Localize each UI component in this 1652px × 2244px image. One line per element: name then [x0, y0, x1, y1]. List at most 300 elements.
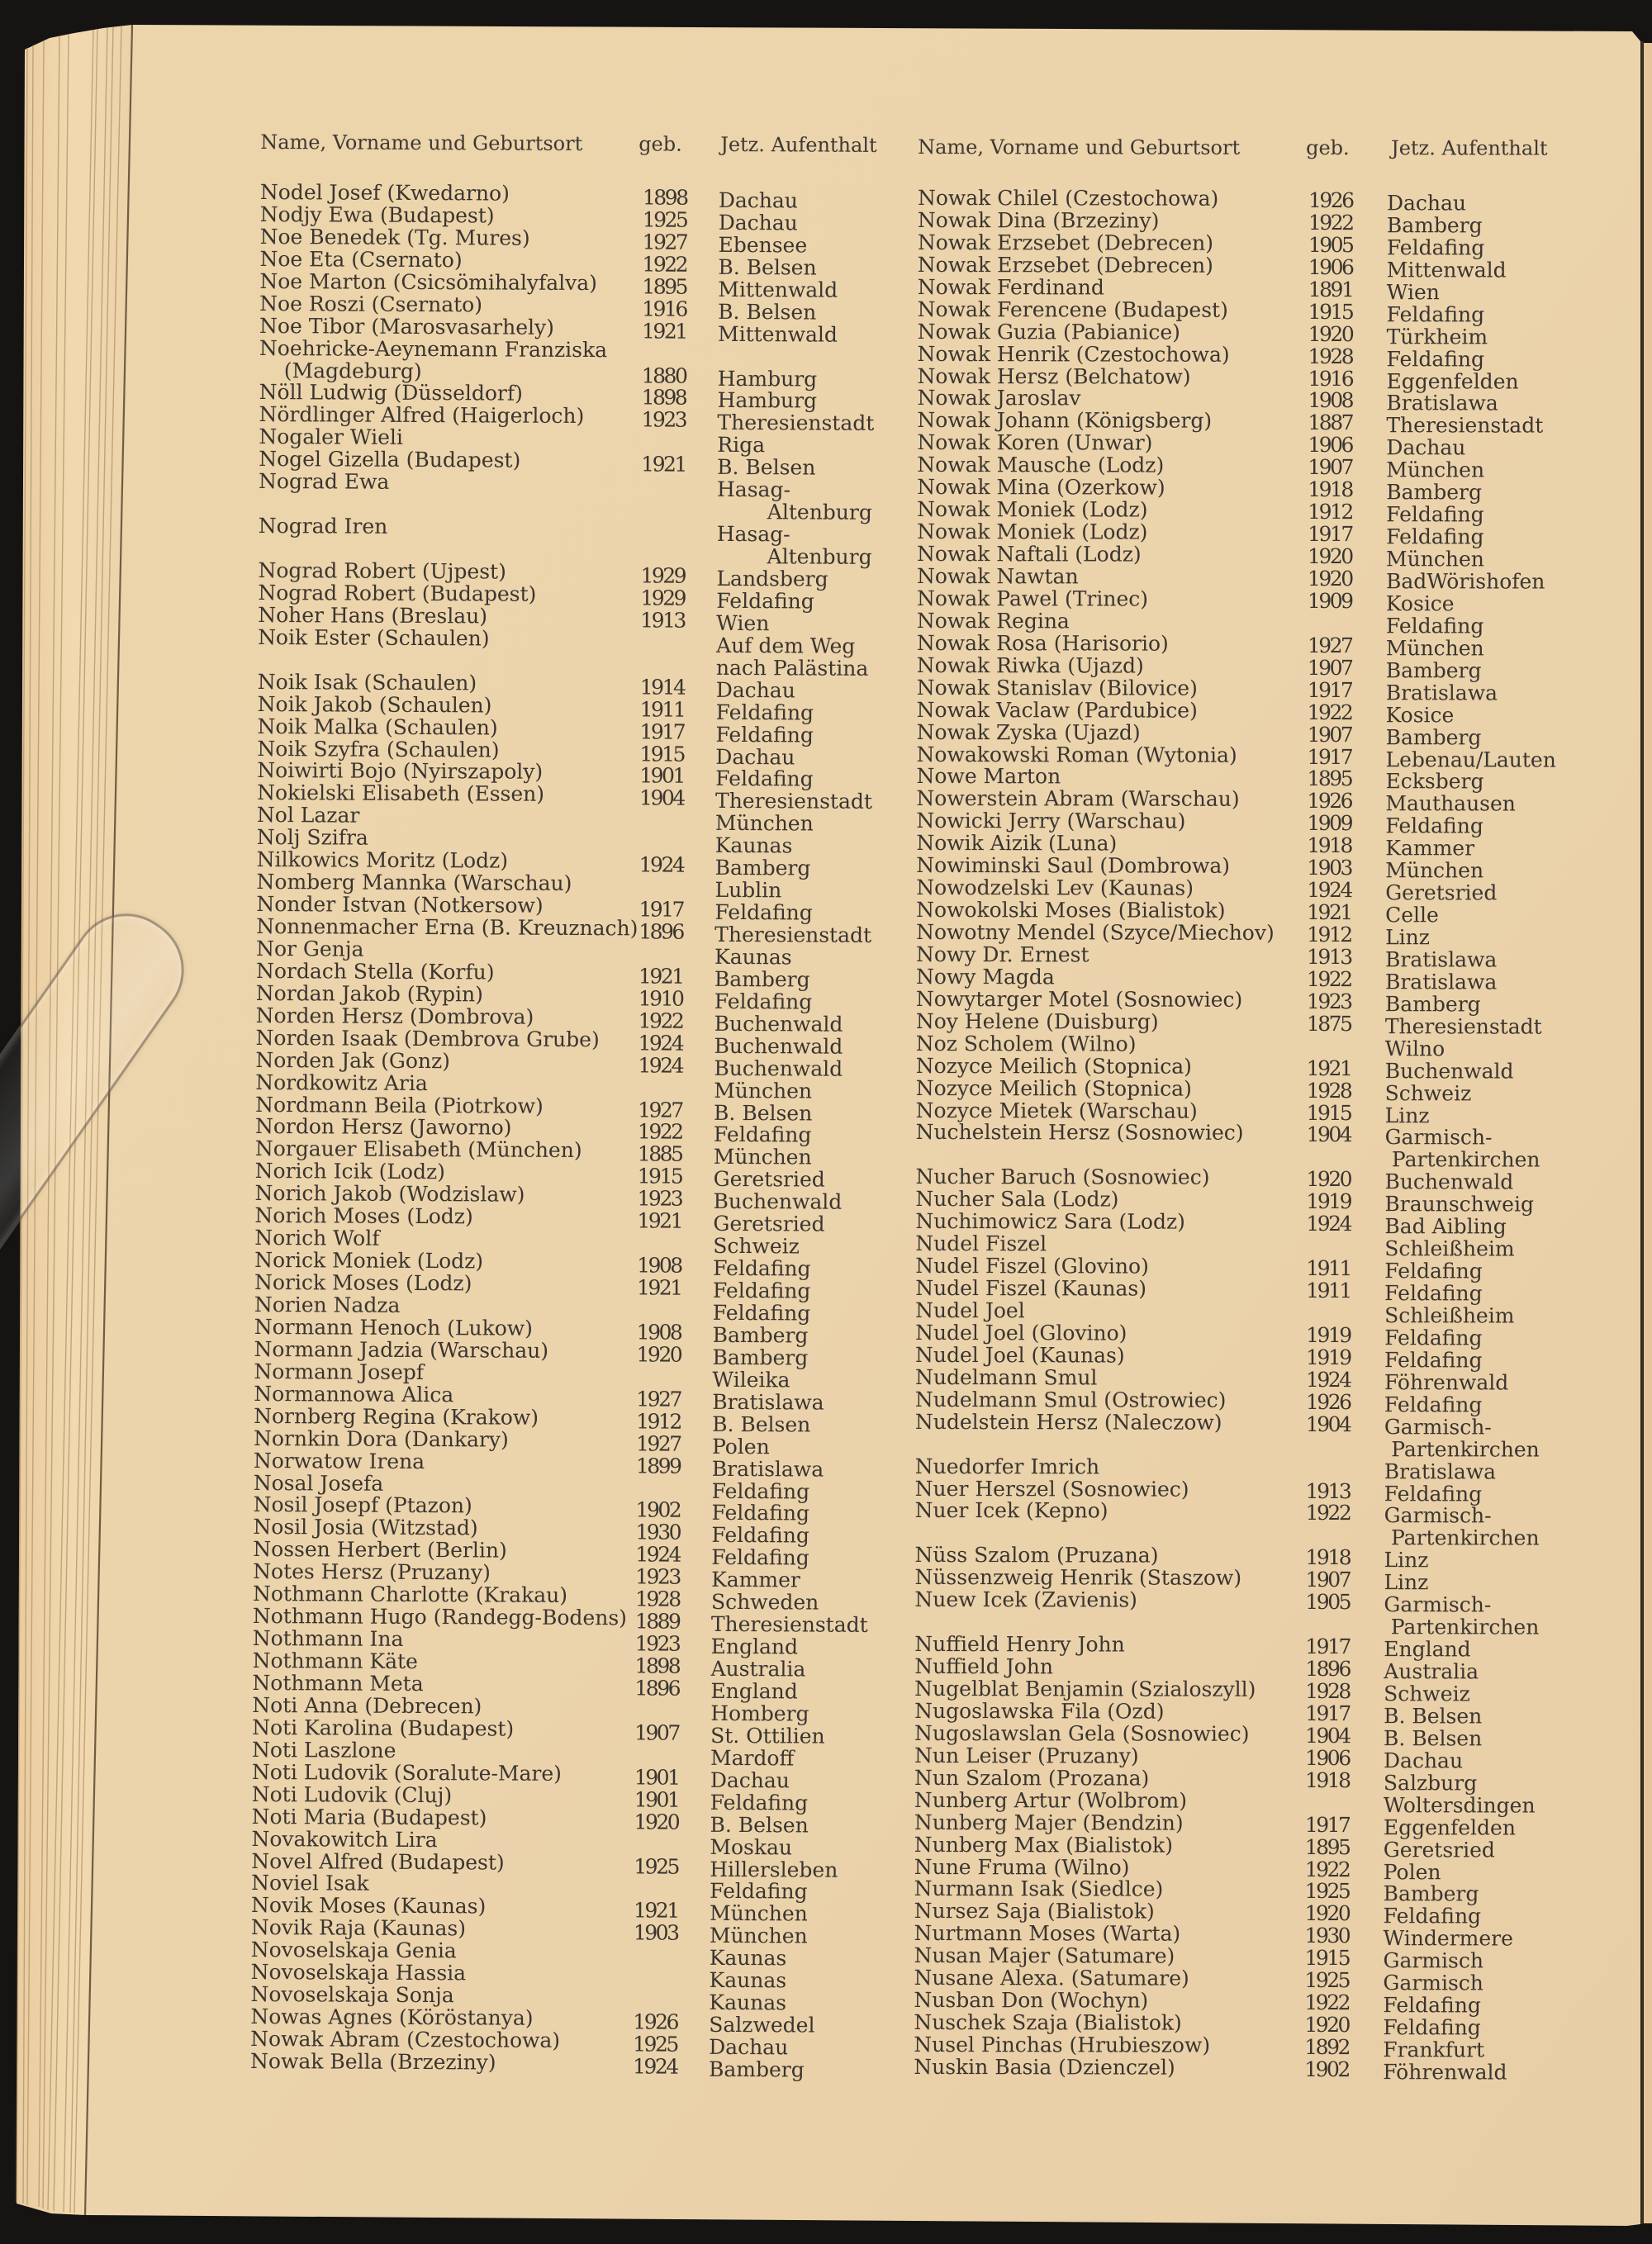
entry-name: Nordon Hersz (Jaworno) — [254, 1114, 512, 1141]
entry-row — [914, 1409, 1543, 1440]
entry-residence: Wien — [716, 610, 770, 636]
entry-birth-year: 1911 — [1306, 1279, 1351, 1303]
entry-residence: Kaunas — [709, 1946, 787, 1971]
entry-name: Nurtmann Moses (Warta) — [914, 1921, 1181, 1946]
entry-row — [917, 252, 1545, 282]
entry-row — [914, 2033, 1541, 2062]
entry-residence: Bamberg — [1386, 213, 1483, 238]
entry-residence: Bamberg — [712, 1345, 809, 1370]
entry-name: Nowak Riwka (Ujazd) — [916, 652, 1144, 678]
entry-birth-year: 1929 — [640, 586, 686, 610]
entry-row — [916, 563, 1545, 594]
entry-row — [914, 1854, 1542, 1884]
entry-birth-year: 1924 — [1305, 1367, 1351, 1392]
entry-row — [915, 1165, 1543, 1194]
entry-name: Nowak Koren (Unwar) — [917, 430, 1153, 455]
entry-residence: Hamburg — [717, 366, 818, 391]
entry-birth-year: 1920 — [1307, 566, 1352, 591]
entry-residence: Bamberg — [1383, 1881, 1479, 1906]
entry-name: Norich Icik (Lodz) — [254, 1159, 446, 1184]
entry-birth-year: 1908 — [636, 1320, 681, 1345]
entry-row — [258, 624, 885, 658]
entry-name: Noik Jakob (Schaulen) — [257, 691, 492, 718]
entry-row — [914, 1899, 1542, 1929]
entry-row — [914, 2010, 1541, 2040]
entry-name: Novakowitch Lira — [251, 1826, 438, 1852]
entry-residence: Feldafing — [711, 1523, 809, 1548]
entry-birth-year: 1921 — [641, 319, 686, 344]
entry-name: Nudel Joel — [915, 1298, 1025, 1323]
entry-name: Nowak Ferencene (Budapest) — [917, 297, 1228, 322]
entry-name: Nosil Josia (Witzstad) — [253, 1515, 478, 1540]
entry-residence: Föhrenwald — [1384, 1369, 1509, 1395]
entry-name: Noti Laszlone — [251, 1737, 396, 1762]
entry-birth-year: 1924 — [635, 1542, 680, 1568]
entry-row — [914, 1765, 1542, 1796]
entry-residence: nach Palästina — [715, 655, 869, 681]
entry-birth-year: 1907 — [1307, 722, 1352, 747]
entry-name: Nograd Robert (Ujpest) — [258, 557, 506, 584]
entry-name: Noe Roszi (Csernato) — [259, 291, 483, 317]
entry-birth-year: 1923 — [1306, 989, 1351, 1013]
entry-birth-year: 1922 — [638, 1008, 683, 1033]
entry-row — [917, 386, 1545, 415]
entry-name: Nordmann Beila (Piotrkow) — [255, 1092, 544, 1118]
entry-row — [916, 831, 1544, 861]
entry-birth-year: 1924 — [638, 1053, 683, 1078]
entry-birth-year: 1907 — [1305, 1568, 1351, 1592]
entry-birth-year: 1912 — [1308, 500, 1352, 524]
entry-row — [917, 297, 1545, 327]
entry-row — [914, 1743, 1542, 1773]
entry-name: Nowak Ferdinand — [917, 274, 1104, 300]
entry-birth-year: 1917 — [1307, 677, 1352, 702]
entry-name: Nowak Pawel (Trinec) — [916, 586, 1149, 611]
entry-residence: München — [1385, 635, 1484, 661]
entry-row — [917, 542, 1545, 572]
entry-residence: Dachau — [1386, 191, 1467, 216]
entry-birth-year: 1901 — [634, 1787, 679, 1812]
entry-birth-year: 1922 — [637, 1119, 682, 1145]
entry-residence: England — [1384, 1637, 1471, 1662]
entry-name: Nudel Fiszel (Kaunas) — [915, 1276, 1147, 1301]
entry-residence: Feldafing — [716, 588, 814, 614]
entry-name: Norick Moniek (Lodz) — [254, 1248, 484, 1274]
entry-residence: Dachau — [1383, 1748, 1464, 1773]
entry-residence: Schweiz — [1384, 1682, 1470, 1706]
entry-birth-year: 1926 — [633, 2009, 678, 2034]
entry-residence: Wilno — [1384, 1036, 1446, 1061]
entry-name: Nuffield Henry John — [914, 1632, 1125, 1657]
entry-birth-year: 1904 — [639, 785, 684, 811]
entry-name: Nunberg Majer (Bendzin) — [914, 1810, 1184, 1835]
entry-row — [250, 2048, 878, 2082]
entry-name: Novel Alfred (Budapest) — [251, 1848, 505, 1875]
entry-row — [914, 1966, 1541, 1995]
entry-residence: München — [713, 1145, 812, 1169]
entry-birth-year: 1924 — [638, 1031, 683, 1056]
entry-residence: Wien — [1386, 279, 1440, 305]
entry-residence: Garmisch — [1383, 1971, 1483, 1995]
entry-birth-year: 1899 — [635, 1453, 681, 1478]
entry-birth-year: 1927 — [1307, 633, 1352, 657]
entry-residence: B. Belsen — [712, 1411, 811, 1437]
entry-birth-year: 1915 — [639, 741, 685, 766]
entry-row — [915, 986, 1544, 1017]
entry-row — [916, 942, 1544, 972]
entry-name: Nowak Johann (Königsberg) — [917, 408, 1213, 434]
entry-birth-year: 1921 — [1306, 1056, 1351, 1080]
entry-name: Nolj Szifra — [256, 825, 368, 850]
entry-residence: Bratislawa — [1386, 391, 1498, 415]
entry-row — [259, 469, 886, 502]
entry-birth-year: 1904 — [1305, 1411, 1351, 1436]
entry-name: Nune Fruma (Wilno) — [914, 1854, 1130, 1880]
entry-residence: Feldafing — [712, 1278, 811, 1303]
entry-birth-year: 1920 — [636, 1342, 681, 1367]
entry-name: Nossen Herbert (Berlin) — [253, 1537, 507, 1563]
entry-name: Nowokolski Moses (Bialistok) — [916, 898, 1226, 923]
entry-name: Nowak Zyska (Ujazd) — [916, 719, 1141, 745]
entry-residence: Wileika — [712, 1367, 790, 1392]
entry-name: Noz Scholem (Wilno) — [915, 1031, 1137, 1056]
entry-name: Nowik Aizik (Luna) — [916, 831, 1118, 856]
entry-name: Nograd Ewa — [259, 469, 390, 495]
entry-birth-year: 1917 — [1308, 522, 1352, 547]
entry-residence: Buchenwald — [714, 1056, 843, 1081]
entry-residence: München — [709, 1924, 808, 1948]
entry-residence: Partenkirchen — [1391, 1147, 1540, 1172]
entry-name: Nonder Istvan (Notkersow) — [256, 892, 544, 918]
entry-birth-year: 1923 — [641, 407, 686, 433]
entry-name: Nördlinger Alfred (Haigerloch) — [259, 402, 585, 429]
entry-name: Noher Hans (Breslau) — [258, 602, 488, 629]
entry-residence: Theresienstadt — [1386, 413, 1544, 438]
entry-row — [914, 1611, 1542, 1639]
entry-name: Nurmann Isak (Siedlce) — [914, 1876, 1164, 1902]
entry-name: Noti Ludovik (Cluj) — [251, 1781, 453, 1807]
entry-row — [917, 341, 1545, 372]
entry-name: Nowy Dr. Ernest — [916, 942, 1089, 967]
entry-residence: Linz — [1384, 1570, 1429, 1595]
entry-birth-year: 1924 — [632, 2054, 677, 2079]
entry-birth-year: 1912 — [636, 1409, 681, 1434]
entry-residence: Bamberg — [1385, 657, 1482, 683]
entry-name: Nowak Abram (Czestochowa) — [250, 2026, 561, 2052]
entry-residence: Bratislawa — [1384, 1459, 1497, 1484]
entry-name: Nudelmann Smul — [914, 1364, 1098, 1390]
entry-birth-year: 1891 — [1308, 277, 1353, 301]
entry-residence: Mittenwald — [1386, 258, 1507, 282]
left-header-name: Name, Vorname und Geburtsort — [260, 130, 583, 156]
entry-birth-year: 1906 — [1308, 254, 1353, 279]
entry-residence: München — [1386, 458, 1485, 482]
entry-row — [914, 1454, 1543, 1484]
entry-residence: Garmisch- — [1384, 1592, 1492, 1617]
entry-name: Nowe Marton — [916, 764, 1061, 789]
entry-residence: Bamberg — [714, 966, 810, 992]
entry-name: Nucher Sala (Lodz) — [915, 1187, 1119, 1212]
entry-row — [916, 586, 1545, 616]
entry-name: Nudelstein Hersz (Naleczow) — [914, 1409, 1222, 1435]
entry-residence: Dachau — [718, 210, 798, 235]
entry-row — [915, 1320, 1543, 1350]
entry-name: Noti Anna (Debrecen) — [252, 1692, 482, 1719]
entry-residence: Feldafing — [715, 722, 814, 747]
entry-row — [914, 1810, 1542, 1840]
entry-name: Novoselskaja Hassia — [250, 1960, 467, 1985]
entry-name: Noti Karolina (Budapest) — [252, 1715, 515, 1741]
entry-residence: Feldafing — [1384, 1281, 1483, 1306]
right-header-residence: Jetz. Aufenthalt — [1391, 136, 1548, 160]
entry-residence: Ebensee — [718, 232, 808, 258]
entry-name: Nowerstein Abram (Warschau) — [916, 786, 1240, 812]
entry-row — [917, 186, 1545, 216]
entry-residence: Mittenwald — [717, 321, 838, 347]
entry-name: Nozyce Meilich (Stopnica) — [915, 1053, 1192, 1079]
entry-name: Normann Henoch (Lukow) — [254, 1314, 534, 1340]
entry-residence: Dachau — [1386, 435, 1466, 460]
entry-row — [916, 920, 1544, 950]
facing-page-edge — [1644, 43, 1652, 2223]
entry-row — [916, 1143, 1544, 1172]
entry-name: Nonnenmacher Erna (B. Kreuznach) — [256, 914, 638, 941]
entry-residence: Australia — [1384, 1659, 1479, 1684]
entry-residence: Garmisch — [1383, 1948, 1484, 1973]
entry-name: Nusan Majer (Satumare) — [914, 1943, 1175, 1968]
entry-name: Nüss Szalom (Pruzana) — [914, 1543, 1159, 1568]
entry-birth-year: 1905 — [1305, 1590, 1351, 1615]
entry-birth-year: 1925 — [634, 1853, 679, 1879]
entry-name: Noti Ludovik (Soralute-Mare) — [251, 1759, 563, 1786]
entry-name: Nuschek Szaja (Bialistok) — [914, 2010, 1182, 2035]
entry-residence: Geretsried — [713, 1167, 825, 1192]
entry-row — [917, 430, 1545, 460]
entry-name: Norich Wolf — [254, 1226, 380, 1250]
entry-birth-year: 1921 — [637, 1208, 682, 1233]
entry-name: Norich Moses (Lodz) — [254, 1203, 473, 1229]
entry-residence: Bratislawa — [1385, 680, 1498, 705]
entry-name: Norden Isaak (Dembrova Grube) — [255, 1025, 600, 1051]
entry-row — [914, 1565, 1542, 1595]
entry-birth-year: 1915 — [1308, 299, 1353, 324]
entry-residence: England — [710, 1634, 799, 1659]
entry-name: Nilkowics Moritz (Lodz) — [256, 847, 509, 873]
entry-name: Nudel Fiszel (Glovino) — [915, 1254, 1149, 1279]
entry-residence: Feldafing — [715, 766, 814, 791]
entry-row — [917, 230, 1545, 260]
entry-row — [915, 1342, 1543, 1373]
entry-birth-year: 1929 — [640, 563, 686, 588]
entry-birth-year: 1927 — [636, 1387, 681, 1411]
entry-row — [917, 408, 1545, 438]
entry-name: Nothmann Meta — [252, 1670, 424, 1696]
entry-residence: Feldafing — [711, 1501, 810, 1525]
entry-birth-year: 1913 — [1307, 944, 1351, 970]
entry-birth-year: 1917 — [1307, 744, 1352, 769]
entry-name: Nowotny Mendel (Szyce/Miechov) — [916, 920, 1275, 945]
entry-row — [917, 207, 1545, 238]
entry-row — [917, 453, 1545, 482]
entry-residence: Kaunas — [709, 1968, 787, 1993]
entry-row — [915, 1231, 1543, 1261]
entry-residence: Dachau — [718, 187, 799, 213]
entry-residence: Salzburg — [1383, 1770, 1478, 1796]
entry-row — [914, 1476, 1543, 1506]
entry-residence: Bamberg — [1386, 480, 1483, 505]
entry-birth-year: 1923 — [634, 1631, 680, 1656]
entry-residence: Bamberg — [712, 1322, 809, 1348]
entry-residence: B. Belsen — [718, 254, 817, 280]
entry-name: Nowicki Jerry (Warschau) — [916, 809, 1186, 833]
entry-name: Nogaler Wieli — [259, 425, 404, 450]
entry-name: Nowiminski Saul (Dombrowa) — [916, 853, 1231, 878]
entry-residence: Feldafing — [1386, 346, 1485, 372]
entry-birth-year: 1906 — [1304, 1745, 1350, 1770]
entry-birth-year: 1921 — [1307, 900, 1351, 925]
entry-residence: Partenkirchen — [1390, 1525, 1540, 1550]
entry-name: Nograd Iren — [258, 514, 388, 538]
entry-row — [915, 1008, 1544, 1039]
entry-birth-year: 1915 — [1304, 1946, 1350, 1971]
entry-row — [914, 1364, 1543, 1395]
entry-row — [917, 497, 1545, 527]
entry-birth-year: 1914 — [639, 675, 685, 700]
entry-residence: Kaunas — [714, 833, 793, 858]
entry-birth-year: 1880 — [641, 363, 686, 388]
entry-name: Nol Lazar — [256, 803, 360, 828]
entry-birth-year: 1922 — [1304, 1990, 1350, 2015]
entry-row — [917, 519, 1545, 549]
entry-name: Nokielski Elisabeth (Essen) — [257, 780, 545, 807]
entry-birth-year: 1919 — [1306, 1345, 1351, 1369]
entry-residence: Schleißheim — [1384, 1236, 1515, 1261]
entry-residence: Eggenfelden — [1386, 368, 1519, 394]
entry-residence: Bamberg — [714, 856, 811, 880]
entry-birth-year: 1927 — [635, 1431, 681, 1456]
entry-residence: Schweden — [710, 1590, 819, 1615]
entry-name: Nornkin Dora (Dankary) — [253, 1426, 509, 1452]
entry-residence: Feldafing — [1384, 1348, 1483, 1373]
entry-name: Nuer Herszel (Sosnowiec) — [914, 1476, 1189, 1502]
entry-residence: Dachau — [710, 1767, 790, 1793]
entry-birth-year: 1930 — [1304, 1924, 1350, 1948]
entry-name: Nosal Josefa — [253, 1470, 384, 1496]
entry-residence: Braunschweig — [1384, 1192, 1535, 1217]
entry-residence: Dachau — [715, 677, 795, 703]
entry-residence: B. Belsen — [714, 1100, 813, 1126]
entry-residence: BadWörishofen — [1385, 569, 1545, 594]
entry-residence: Altenburg — [767, 500, 872, 525]
entry-birth-year: 1922 — [1308, 210, 1353, 235]
entry-residence: Theresienstadt — [715, 789, 873, 814]
entry-residence: Kosice — [1385, 702, 1455, 727]
entry-residence: Bamberg — [708, 2057, 805, 2082]
entry-residence: Frankfurt — [1383, 2038, 1485, 2062]
entry-row — [915, 1209, 1543, 1239]
entry-name: Nogel Gizella (Budapest) — [259, 447, 521, 472]
entry-name: Nowak Regina — [916, 608, 1070, 633]
entry-residence: Bratislawa — [1385, 947, 1498, 972]
entry-birth-year: 1917 — [1305, 1634, 1350, 1659]
entry-name: Nordach Stella (Korfu) — [255, 958, 495, 984]
entry-name: Noik Ester (Schaulen) — [258, 624, 490, 651]
entry-birth-year: 1930 — [635, 1520, 681, 1545]
entry-row — [916, 898, 1544, 927]
entry-birth-year: 1922 — [1305, 1501, 1351, 1525]
entry-residence: Theresienstadt — [1384, 1013, 1542, 1039]
entry-row — [916, 875, 1544, 905]
entry-name: Normann Jadzia (Warschau) — [254, 1336, 549, 1363]
entry-residence: Schweiz — [1384, 1080, 1472, 1105]
entry-residence: Bad Aibling — [1384, 1214, 1507, 1239]
entry-residence: Feldafing — [1385, 814, 1483, 838]
entry-residence: Hillersleben — [710, 1857, 838, 1882]
entry-name: Novik Moses (Kaunas) — [250, 1893, 487, 1919]
entry-row — [914, 1787, 1542, 1818]
entry-name: Norden Jak (Gonz) — [255, 1047, 451, 1073]
entry-birth-year: 1918 — [1305, 1545, 1351, 1570]
entry-birth-year: 1892 — [1304, 2035, 1349, 2060]
entry-row — [915, 1276, 1543, 1306]
entry-birth-year: 1922 — [1304, 1857, 1350, 1881]
entry-birth-year: 1907 — [634, 1720, 679, 1745]
entry-name: Nowak Erzsebet (Debrecen) — [917, 252, 1213, 278]
entry-row — [914, 1498, 1543, 1528]
entry-name: Nowak Rosa (Harisorio) — [916, 630, 1169, 656]
entry-residence: Kaunas — [714, 944, 792, 970]
entry-name: Nowak Henrik (Czestochowa) — [917, 341, 1230, 367]
entry-row — [914, 1654, 1542, 1684]
entry-residence: München — [714, 811, 814, 836]
entry-name: Nowak Naftali (Lodz) — [917, 542, 1142, 567]
entry-birth-year: 1904 — [1305, 1723, 1350, 1748]
entry-residence: Linz — [1384, 1103, 1430, 1127]
entry-birth-year: 1921 — [636, 1275, 681, 1300]
entry-residence: Feldafing — [1386, 524, 1484, 549]
entry-residence: Lublin — [714, 878, 782, 903]
entry-birth-year: 1901 — [634, 1765, 679, 1790]
entry-residence: Türkheim — [1386, 324, 1488, 349]
entry-name: Nuchelstein Hersz (Sosnowiec) — [915, 1120, 1244, 1146]
left-header-born: geb. — [638, 132, 682, 156]
entry-row — [916, 608, 1545, 638]
entry-residence: Feldafing — [1383, 1904, 1482, 1929]
entry-residence: B. Belsen — [1384, 1704, 1483, 1729]
entry-residence: Homberg — [710, 1701, 809, 1726]
entry-row — [916, 630, 1545, 661]
entry-birth-year: 1910 — [638, 986, 683, 1011]
entry-birth-year: 1915 — [1306, 1100, 1351, 1125]
entry-name: Nowodzelski Lev (Kaunas) — [916, 875, 1194, 900]
entry-row — [915, 1053, 1544, 1084]
entry-birth-year: 1921 — [638, 964, 683, 989]
entry-name: Noehricke-Aeynemann Franziska — [259, 335, 608, 362]
entry-residence: Bratislawa — [1384, 970, 1498, 994]
entry-residence: Geretsried — [1385, 880, 1498, 905]
entry-residence: Garmisch- — [1384, 1414, 1492, 1440]
entry-row — [914, 1632, 1542, 1662]
entry-name: Nowak Moniek (Lodz) — [917, 519, 1148, 544]
entry-residence: Kosice — [1385, 591, 1455, 616]
entry-residence: Garmisch- — [1384, 1125, 1493, 1150]
entry-row — [916, 675, 1545, 705]
entry-name: Noik Szyfra (Schaulen) — [257, 736, 500, 762]
entry-residence: Bamberg — [1385, 724, 1482, 749]
entry-residence: Feldafing — [1386, 235, 1485, 260]
entry-birth-year: 1909 — [1307, 588, 1352, 614]
entry-name: Noe Eta (Csernato) — [259, 246, 463, 273]
